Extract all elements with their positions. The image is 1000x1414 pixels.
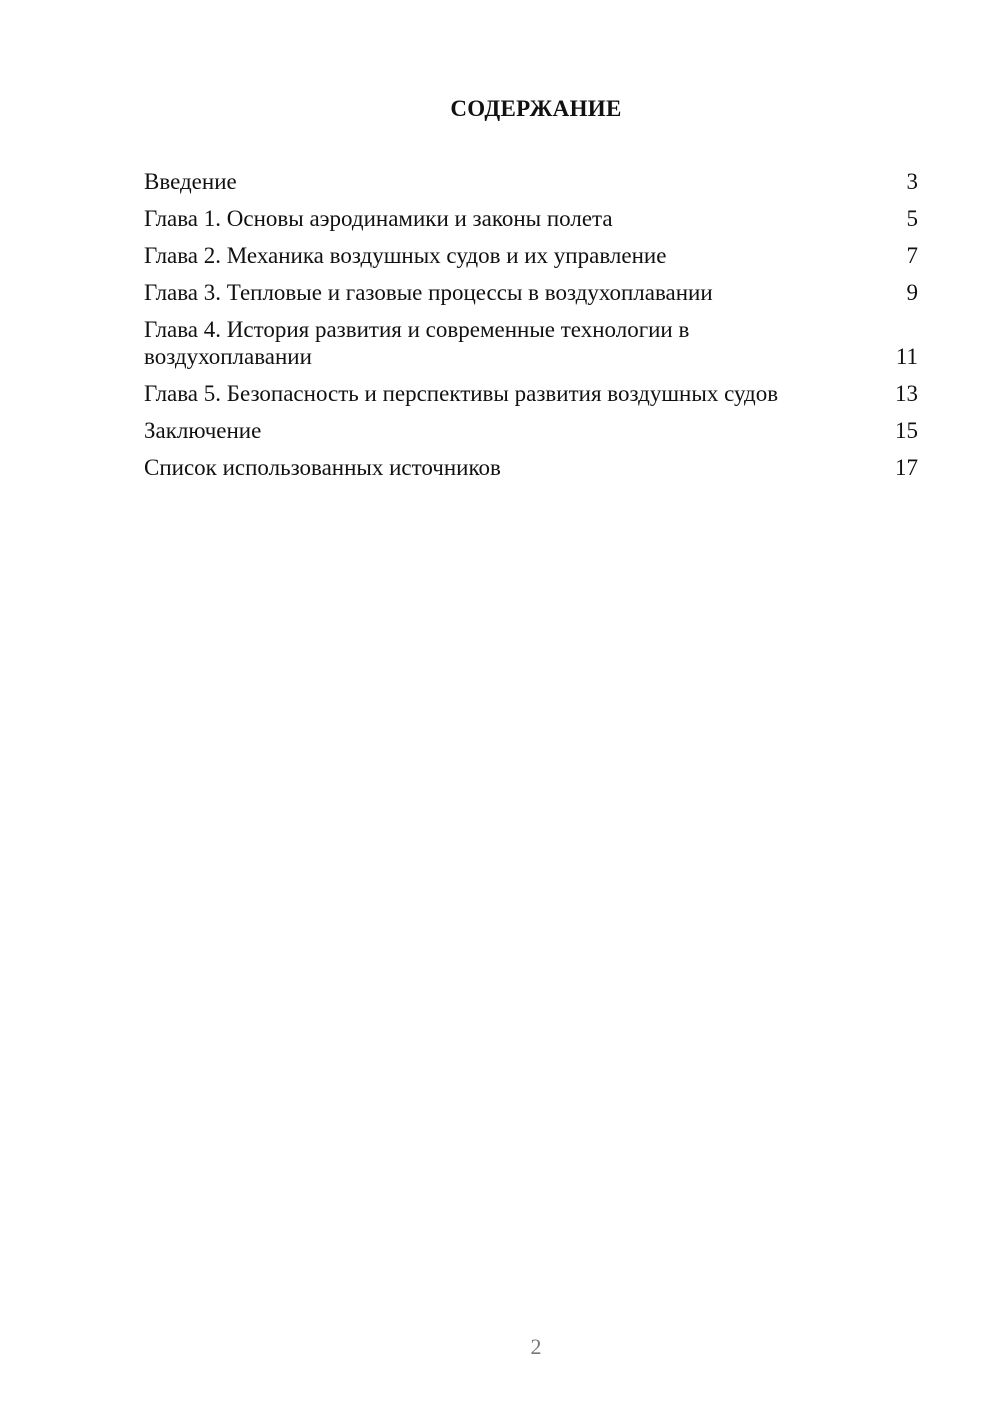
- toc-entry-text: Глава 5. Безопасность и перспективы развития воздушных судов: [144, 381, 779, 406]
- toc-entry-text: Глава 2. Механика воздушных судов и их управление: [144, 243, 667, 268]
- toc-entry-page: 7: [906, 243, 918, 268]
- toc-entry-page: 11: [895, 344, 918, 369]
- toc-entry-page: 3: [906, 169, 918, 194]
- toc-entry-chapter-3: [144, 279, 918, 306]
- toc-entry-text: Глава 4. История развития и современные технологии в воздухоплавании: [144, 317, 690, 369]
- toc-entry-chapter-4: [144, 316, 918, 370]
- toc-entry-introduction: [144, 168, 918, 195]
- toc-entry-text: Глава 3. Тепловые и газовые процессы в воздухоплавании: [144, 280, 713, 305]
- toc-entry-page: 5: [906, 206, 918, 231]
- toc-entry-text: Список использованных источников: [144, 455, 501, 480]
- toc-entry-page: 9: [906, 280, 918, 305]
- toc-entry-page: 17: [895, 455, 918, 480]
- toc-entry-page: 15: [895, 418, 918, 443]
- page-number: 2: [530, 1334, 542, 1359]
- page-title: СОДЕРЖАНИЕ: [450, 96, 622, 121]
- toc-entry-text: Заключение: [144, 418, 262, 443]
- toc-entry-references: [144, 454, 918, 481]
- toc-entry-conclusion: [144, 417, 918, 444]
- table-of-contents: [144, 168, 918, 491]
- toc-entry-chapter-2: [144, 242, 918, 269]
- toc-entry-text: Введение: [144, 169, 237, 194]
- toc-entry-chapter-5: [144, 380, 918, 407]
- toc-entry-text: Глава 1. Основы аэродинамики и законы полета: [144, 206, 613, 231]
- toc-entry-page: 13: [895, 381, 918, 406]
- toc-entry-chapter-1: [144, 205, 918, 232]
